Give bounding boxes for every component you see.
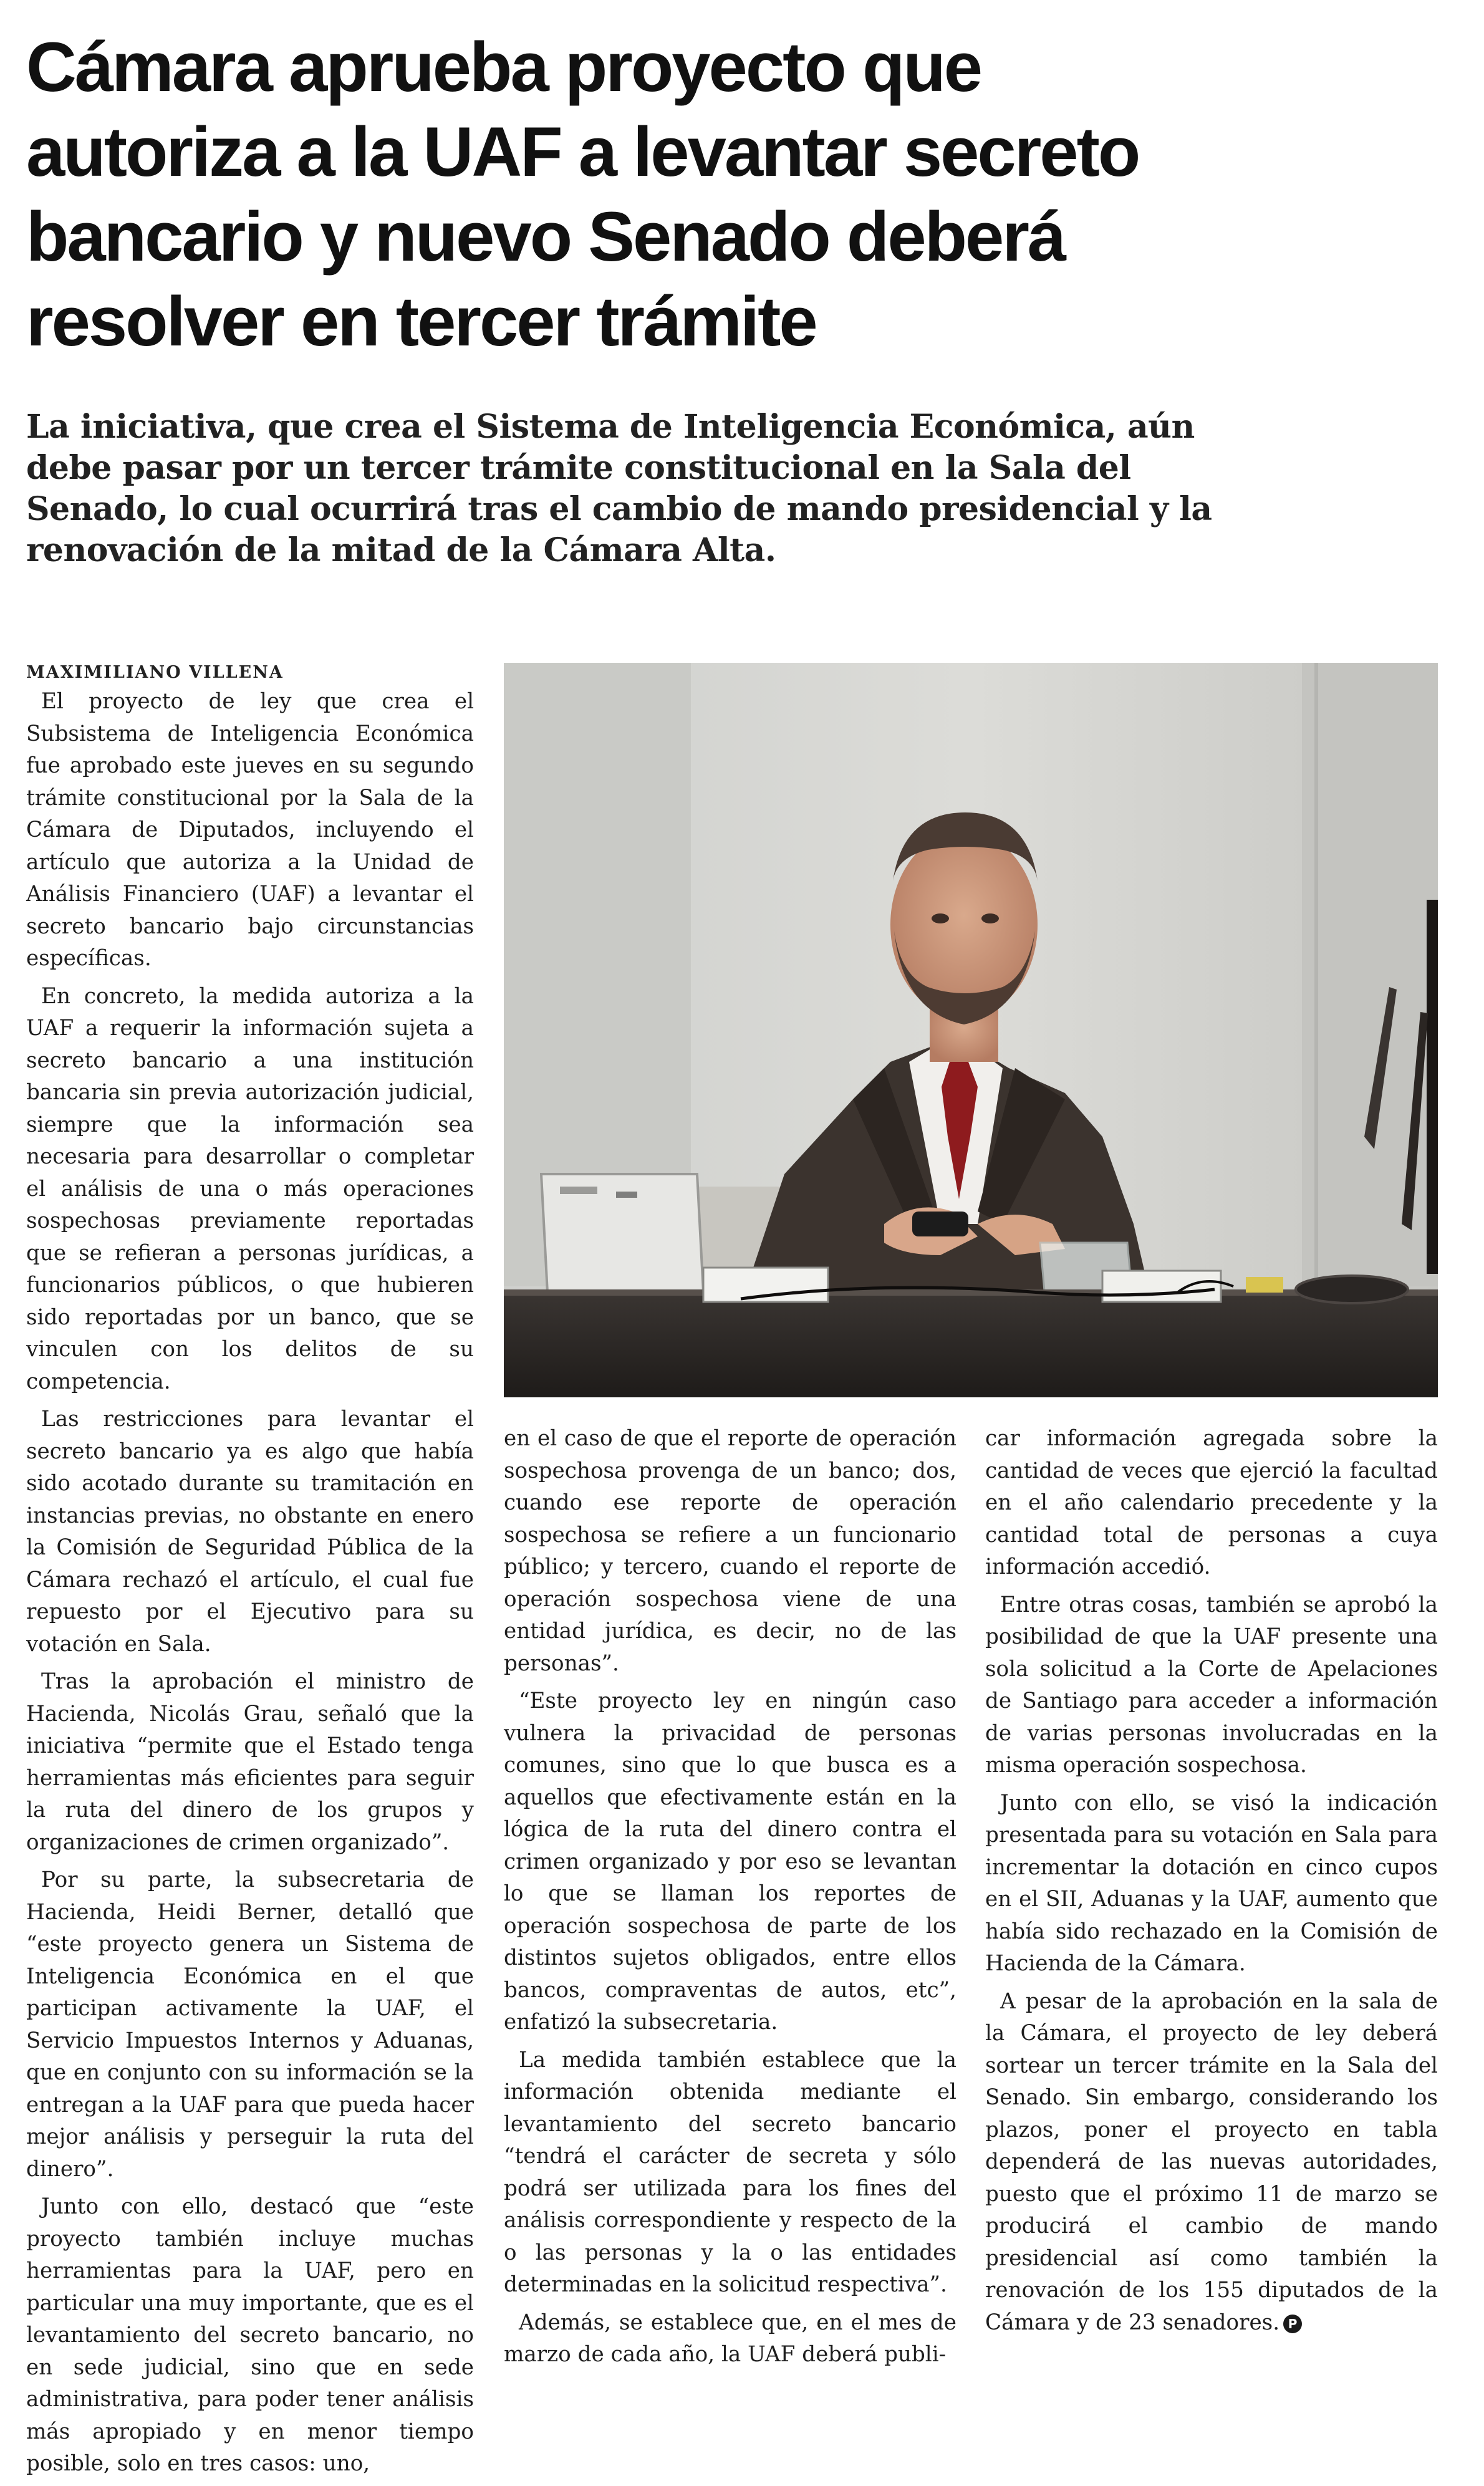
deck-subtitle xyxy=(26,407,1212,571)
body-paragraph: en el caso de que el reporte de operación sospechosa provenga de un banco; dos, cuando ese reporte de operación sospechosa se refiere a un funcionario público; y tercero, cuando el reporte de operación sospechosa viene de una entidad jurídica, es decir, no de las personas”. xyxy=(504,1426,956,1676)
deck-line: La iniciativa, que crea el Sistema de Inteligencia Económica, aún xyxy=(26,408,1195,446)
body-paragraph: Junto con ello, se visó la indicación presentada para su votación en Sala para incrementar la dotación en cinco cupos en el SII, Aduanas y la UAF, aumento que había sido rechazado en la Comisión de Hacienda de la Cámara. xyxy=(985,1790,1438,1976)
body-column-1 xyxy=(26,686,474,2486)
body-paragraph: Junto con ello, destacó que “este proyecto también incluye muchas herramientas para la UAF, pero en particular una muy importante, que es el levantamiento del secreto bancario, no en sede judicial, sino que en sede administrativa, para poder tener análisis más apropiado y en menor tiempo posible, solo en tres casos: uno, xyxy=(26,2194,474,2476)
headline-line: bancario y nuevo Senado deberá xyxy=(26,198,1065,276)
body-paragraph: Las restricciones para levantar el secreto bancario ya es algo que había sido acotado durante su tramitación en instancias previas, no obstante en enero la Comisión de Seguridad Pública de la Cámara rechazó el artículo, el cual fue repuesto por el Ejecutivo para su votación en Sala. xyxy=(26,1407,474,1657)
article-photo xyxy=(504,663,1438,1397)
body-paragraph: El proyecto de ley que crea el Subsistema de Inteligencia Económica fue aprobado este jueves en su segundo trámite constitucional por la Sala de la Cámara de Diputados, incluyendo el artículo que autoriza a la Unidad de Análisis Financiero (UAF) a levantar el secreto bancario bajo circunstancias específicas. xyxy=(26,689,474,971)
byline: MAXIMILIANO VILLENA xyxy=(26,663,284,682)
deck-line: Senado, lo cual ocurrirá tras el cambio de mando presidencial y la xyxy=(26,490,1212,528)
body-paragraph-last xyxy=(985,1986,1438,2339)
deck-line: debe pasar por un tercer trámite constitucional en la Sala del xyxy=(26,449,1131,487)
body-paragraph: La medida también establece que la información obtenida mediante el levantamiento del secreto bancario “tendrá el carácter de secreta y sólo podrá ser utilizada para los fines del análisis correspondiente y respecto de la o las personas y la o las entidades determinadas en la solicitud respectiva”. xyxy=(504,2047,956,2297)
body-paragraph-text: A pesar de la aprobación en la sala de la Cámara, el proyecto de ley deberá sortear un tercer trámite en la Sala del Senado. Sin embargo, considerando los plazos, poner el proyecto en tabla dependerá de las nuevas autoridades, puesto que el próximo 11 de marzo se producirá el cambio de mando presidencial así como también la renovación de los 155 diputados de la Cámara y de 23 senadores. xyxy=(985,1988,1438,2335)
body-paragraph: En concreto, la medida autoriza a la UAF a requerir la información sujeta a secreto bancario a una institución bancaria sin previa autorización judicial, siempre que la información sea necesaria para desarrollar o completar el análisis de una o más operaciones sospechosas previamente reportadas que se refieran a personas jurídicas, a funcionarios públicos, o que hubieren sido reportadas por un banco, que se vinculen con los delitos de su competencia. xyxy=(26,983,474,1394)
body-column-2 xyxy=(504,1423,956,2377)
body-paragraph: Tras la aprobación el ministro de Hacienda, Nicolás Grau, señaló que la iniciativa “permite que el Estado tenga herramientas más eficientes para seguir la ruta del dinero de los grupos y organizaciones de crimen organizado”. xyxy=(26,1669,474,1855)
end-of-article-mark: P xyxy=(1283,2315,1302,2333)
body-paragraph: car información agregada sobre la cantidad de veces que ejerció la facultad en el año calendario precedente y la cantidad total de personas a cuya información accedió. xyxy=(985,1426,1438,1579)
deck-line: renovación de la mitad de la Cámara Alta. xyxy=(26,531,776,569)
headline xyxy=(26,25,1273,364)
body-paragraph: Entre otras cosas, también se aprobó la posibilidad de que la UAF presente una sola solicitud a la Corte de Apelaciones de Santiago para acceder a información de varias personas involucradas en la misma operación sospechosa. xyxy=(985,1592,1438,1778)
body-paragraph: Por su parte, la subsecretaria de Hacienda, Heidi Berner, detalló que “este proyecto genera un Sistema de Inteligencia Económica en el que participan activamente la UAF, el Servicio Impuestos Internos y Aduanas, que en conjunto con su información se la entregan a la UAF para que pueda hacer mejor análisis y perseguir la ruta del dinero”. xyxy=(26,1867,474,2182)
headline-line: Cámara aprueba proyecto que xyxy=(26,28,981,106)
body-paragraph: Además, se establece que, en el mes de marzo de cada año, la UAF deberá publi- xyxy=(504,2310,956,2367)
body-paragraph: “Este proyecto ley en ningún caso vulnera la privacidad de personas comunes, sino que lo que busca es a aquellos que efectivamente están en la lógica de la ruta del dinero contra el crimen organizado y por eso se levantan lo que se llaman los reportes de operación sospechosa de parte de los distintos sujetos obligados, entre ellos bancos, compraventas de autos, etc”, enfatizó la subsecretaria. xyxy=(504,1689,956,2035)
headline-line: autoriza a la UAF a levantar secreto xyxy=(26,113,1139,191)
headline-line: resolver en tercer trámite xyxy=(26,282,816,360)
body-column-3 xyxy=(985,1423,1438,2344)
